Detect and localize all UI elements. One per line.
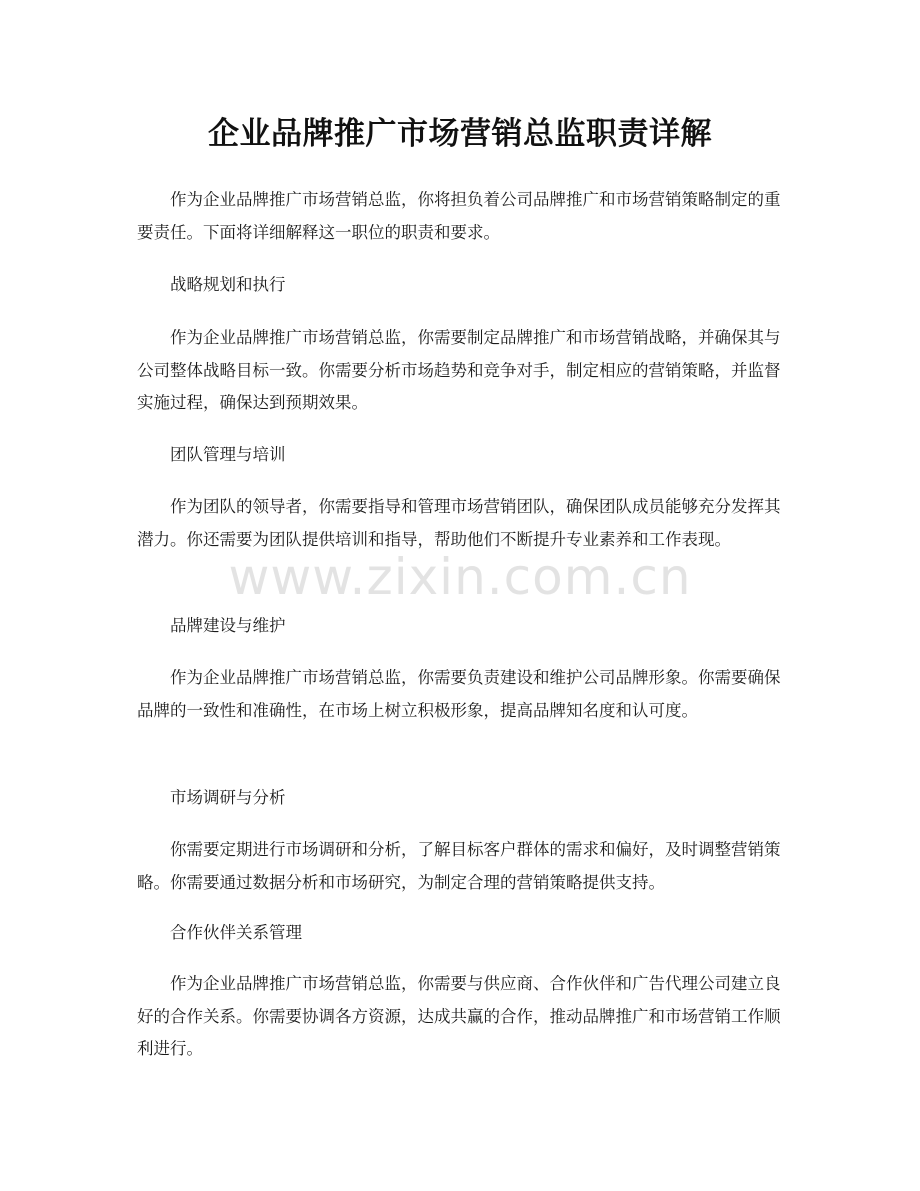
watermark: www.zixin.com.cn [228, 548, 692, 606]
section-body-research: 你需要定期进行市场调研和分析，了解目标客户群体的需求和偏好，及时调整营销策略。你需要通过数据分析和市场研究，为制定合理的营销策略提供支持。 [137, 840, 781, 892]
section-heading-strategy: 战略规划和执行 [170, 275, 286, 294]
section-heading-partners: 合作伙伴关系管理 [170, 923, 302, 942]
section-heading-team: 团队管理与培训 [170, 445, 286, 464]
section-body-team: 作为团队的领导者，你需要指导和管理市场营销团队，确保团队成员能够充分发挥其潜力。你还需要为团队提供培训和指导，帮助他们不断提升专业素养和工作表现。 [137, 497, 781, 549]
section-heading-research: 市场调研与分析 [170, 788, 286, 807]
section-body-brand: 作为企业品牌推广市场营销总监，你需要负责建设和维护公司品牌形象。你需要确保品牌的一致性和准确性，在市场上树立积极形象，提高品牌知名度和认可度。 [137, 668, 781, 720]
document-title: 企业品牌推广市场营销总监职责详解 [208, 116, 712, 152]
section-body-strategy: 作为企业品牌推广市场营销总监，你需要制定品牌推广和市场营销战略，并确保其与公司整体战略目标一致。你需要分析市场趋势和竞争对手，制定相应的营销策略，并监督实施过程，确保达到预期效果。 [137, 328, 781, 412]
section-body-partners: 作为企业品牌推广市场营销总监，你需要与供应商、合作伙伴和广告代理公司建立良好的合作关系。你需要协调各方资源，达成共赢的合作，推动品牌推广和市场营销工作顺利进行。 [137, 974, 781, 1058]
section-heading-brand: 品牌建设与维护 [170, 616, 286, 635]
intro-paragraph: 作为企业品牌推广市场营销总监，你将担负着公司品牌推广和市场营销策略制定的重要责任。下面将详细解释这一职位的职责和要求。 [137, 190, 781, 242]
